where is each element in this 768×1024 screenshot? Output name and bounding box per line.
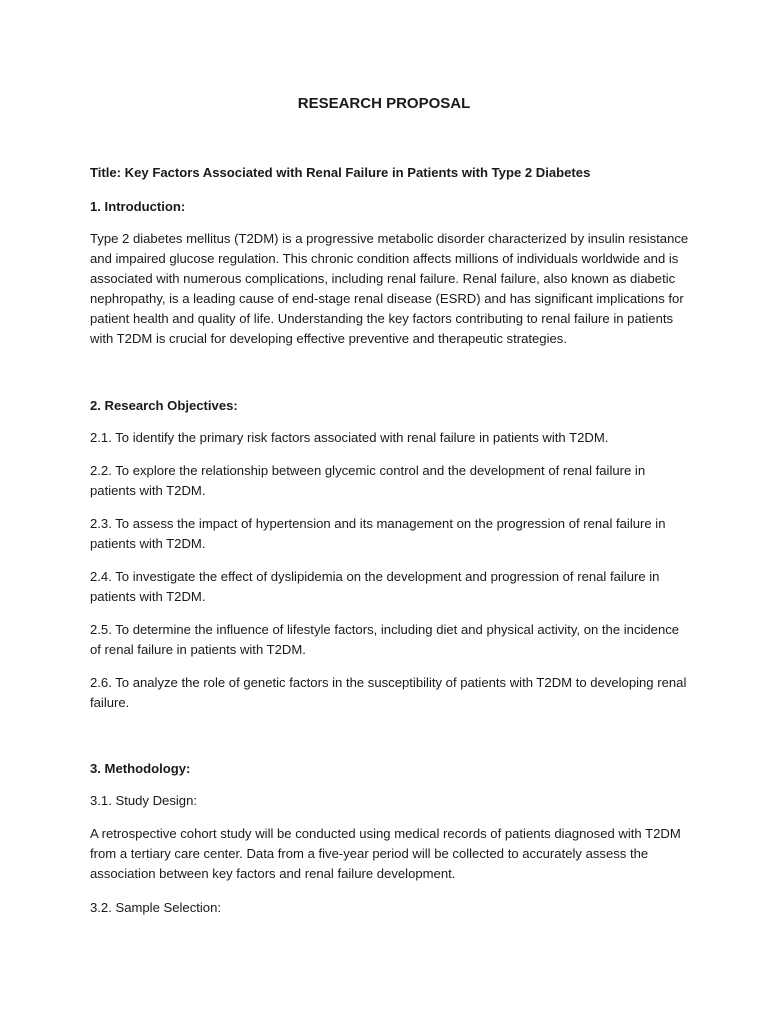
- paragraph-line: and impaired glucose regulation. This chronic condition affects millions of individuals worldwide and is: [90, 251, 679, 266]
- objective-line: 2.6. To analyze the role of genetic factors in the susceptibility of patients with T2DM to developing renal: [90, 675, 687, 690]
- methodology-heading: 3. Methodology:: [90, 761, 191, 776]
- objective-line: failure.: [90, 695, 130, 710]
- objective-item: [90, 673, 690, 713]
- objective-item: [90, 620, 690, 660]
- introduction-paragraph: [90, 229, 690, 349]
- objective-line: 2.4. To investigate the effect of dyslipidemia on the development and progression of renal failure in: [90, 569, 660, 584]
- objective-item: [90, 567, 690, 607]
- proposal-title: Title: Key Factors Associated with Renal Failure in Patients with Type 2 Diabetes: [90, 165, 591, 180]
- objective-line: 2.1. To identify the primary risk factors associated with renal failure in patients with T2DM.: [90, 430, 609, 445]
- document-heading: RESEARCH PROPOSAL: [297, 95, 471, 112]
- paragraph-line: with T2DM is crucial for developing effective preventive and therapeutic strategies.: [90, 331, 567, 346]
- objective-item: [90, 514, 690, 554]
- objective-line: of renal failure in patients with T2DM.: [90, 642, 306, 657]
- objective-line: 2.3. To assess the impact of hypertension and its management on the progression of renal failure in: [90, 516, 666, 531]
- objective-item: [90, 461, 690, 501]
- objective-line: patients with T2DM.: [90, 536, 206, 551]
- paragraph-line: A retrospective cohort study will be conducted using medical records of patients diagnosed with T2DM: [90, 826, 681, 841]
- study-design-paragraph: [90, 824, 690, 884]
- objectives-heading: 2. Research Objectives:: [90, 398, 238, 413]
- paragraph-line: Type 2 diabetes mellitus (T2DM) is a progressive metabolic disorder characterized by insulin resistance: [90, 231, 689, 246]
- introduction-heading: 1. Introduction:: [90, 199, 186, 214]
- objective-line: patients with T2DM.: [90, 589, 206, 604]
- objective-item: [90, 428, 690, 448]
- paragraph-line: patient health and quality of life. Understanding the key factors contributing to renal failure in patients: [90, 311, 674, 326]
- paragraph-line: nephropathy, is a leading cause of end-stage renal disease (ESRD) and has significant implications for: [90, 291, 684, 306]
- objective-line: 2.5. To determine the influence of lifestyle factors, including diet and physical activity, on the incidence: [90, 622, 680, 637]
- paragraph-line: associated with numerous complications, including renal failure. Renal failure, also known as diabetic: [90, 271, 676, 286]
- paragraph-line: association between key factors and renal failure development.: [90, 866, 456, 881]
- sample-selection-heading: 3.2. Sample Selection:: [90, 900, 222, 915]
- objective-line: 2.2. To explore the relationship between glycemic control and the development of renal failure in: [90, 463, 646, 478]
- paragraph-line: from a tertiary care center. Data from a five-year period will be collected to accurately assess the: [90, 846, 649, 861]
- objective-line: patients with T2DM.: [90, 483, 206, 498]
- study-design-heading: 3.1. Study Design:: [90, 793, 197, 808]
